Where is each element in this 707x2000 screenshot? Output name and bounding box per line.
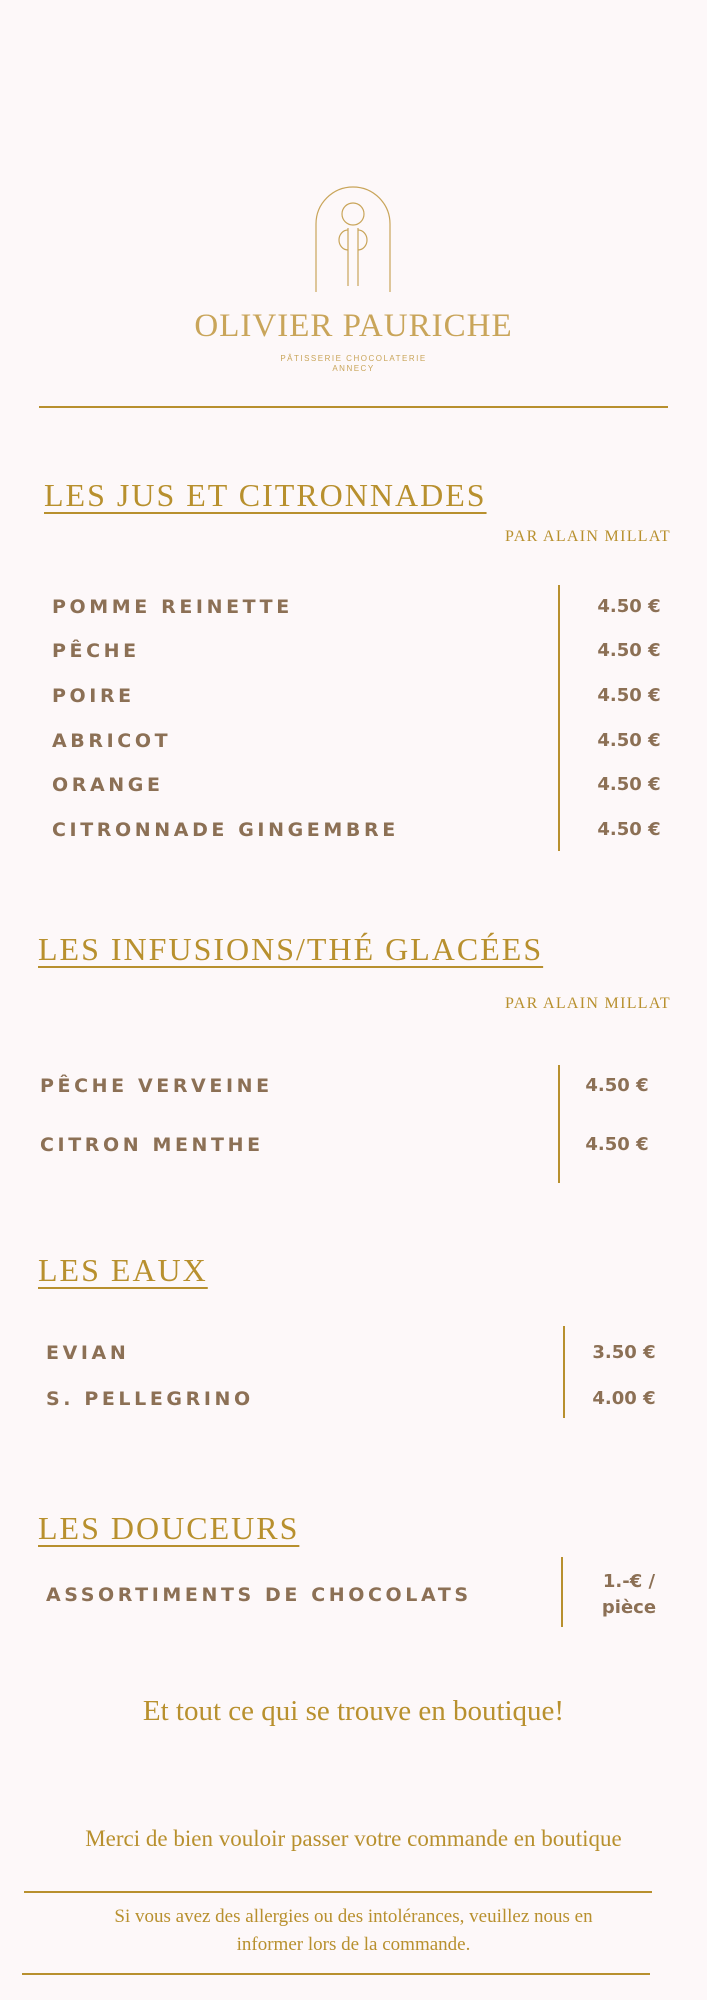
menu-item: CITRONNADE GINGEMBRE <box>52 819 399 841</box>
allergy-divider-top <box>24 1891 652 1893</box>
boutique-note: Et tout ce qui se trouve en boutique! <box>142 1695 565 1727</box>
menu-item: S. PELLEGRINO <box>46 1388 254 1410</box>
menu-item: ASSORTIMENTS DE CHOCOLATS <box>46 1584 472 1606</box>
price-divider-infusions <box>558 1065 560 1183</box>
price-divider-jus <box>558 585 560 851</box>
menu-item: ORANGE <box>52 774 164 796</box>
menu-item: POIRE <box>52 685 135 707</box>
menu-price-unit: pièce <box>601 1597 657 1618</box>
menu-price: 4.50 € <box>597 819 661 840</box>
menu-price: 4.00 € <box>592 1388 656 1409</box>
order-note: Merci de bien vouloir passer votre commande en boutique <box>85 1826 622 1851</box>
menu-price: 4.50 € <box>585 1134 649 1155</box>
brand-city: ANNECY <box>332 364 375 373</box>
menu-price: 1.-€ / <box>602 1571 656 1592</box>
menu-item: EVIAN <box>46 1342 130 1364</box>
section-title-douceurs: LES DOUCEURS <box>38 1510 300 1546</box>
menu-price: 3.50 € <box>592 1342 656 1363</box>
menu-item: PÊCHE <box>52 640 140 662</box>
section-title-infusions: LES INFUSIONS/THÉ GLACÉES <box>38 931 544 967</box>
section-byline-infusions: PAR ALAIN MILLAT <box>505 995 671 1012</box>
brand-name: OLIVIER PAURICHE <box>194 308 513 344</box>
menu-price: 4.50 € <box>597 640 661 661</box>
price-divider-eaux <box>563 1326 565 1418</box>
brand-subtitle: PÂTISSERIE CHOCOLATERIE <box>280 354 427 363</box>
section-title-eaux: LES EAUX <box>38 1252 208 1288</box>
menu-item: ABRICOT <box>52 730 172 752</box>
header-divider <box>39 406 668 408</box>
menu-item: PÊCHE VERVEINE <box>40 1075 273 1097</box>
menu-price: 4.50 € <box>597 774 661 795</box>
logo-mark <box>310 180 396 292</box>
menu-item: CITRON MENTHE <box>40 1134 264 1156</box>
menu-item: POMME REINETTE <box>52 596 293 618</box>
allergy-note-line1: Si vous avez des allergies ou des intolérances, veuillez nous en <box>114 1906 593 1927</box>
menu-price: 4.50 € <box>585 1075 649 1096</box>
price-divider-douceurs <box>561 1557 563 1627</box>
section-title-jus: LES JUS ET CITRONNADES <box>44 477 487 513</box>
section-byline-jus: PAR ALAIN MILLAT <box>505 528 671 545</box>
allergy-note-line2: informer lors de la commande. <box>236 1934 471 1955</box>
allergy-divider-bottom <box>22 1973 650 1975</box>
menu-price: 4.50 € <box>597 596 661 617</box>
menu-price: 4.50 € <box>597 730 661 751</box>
menu-price: 4.50 € <box>597 685 661 706</box>
